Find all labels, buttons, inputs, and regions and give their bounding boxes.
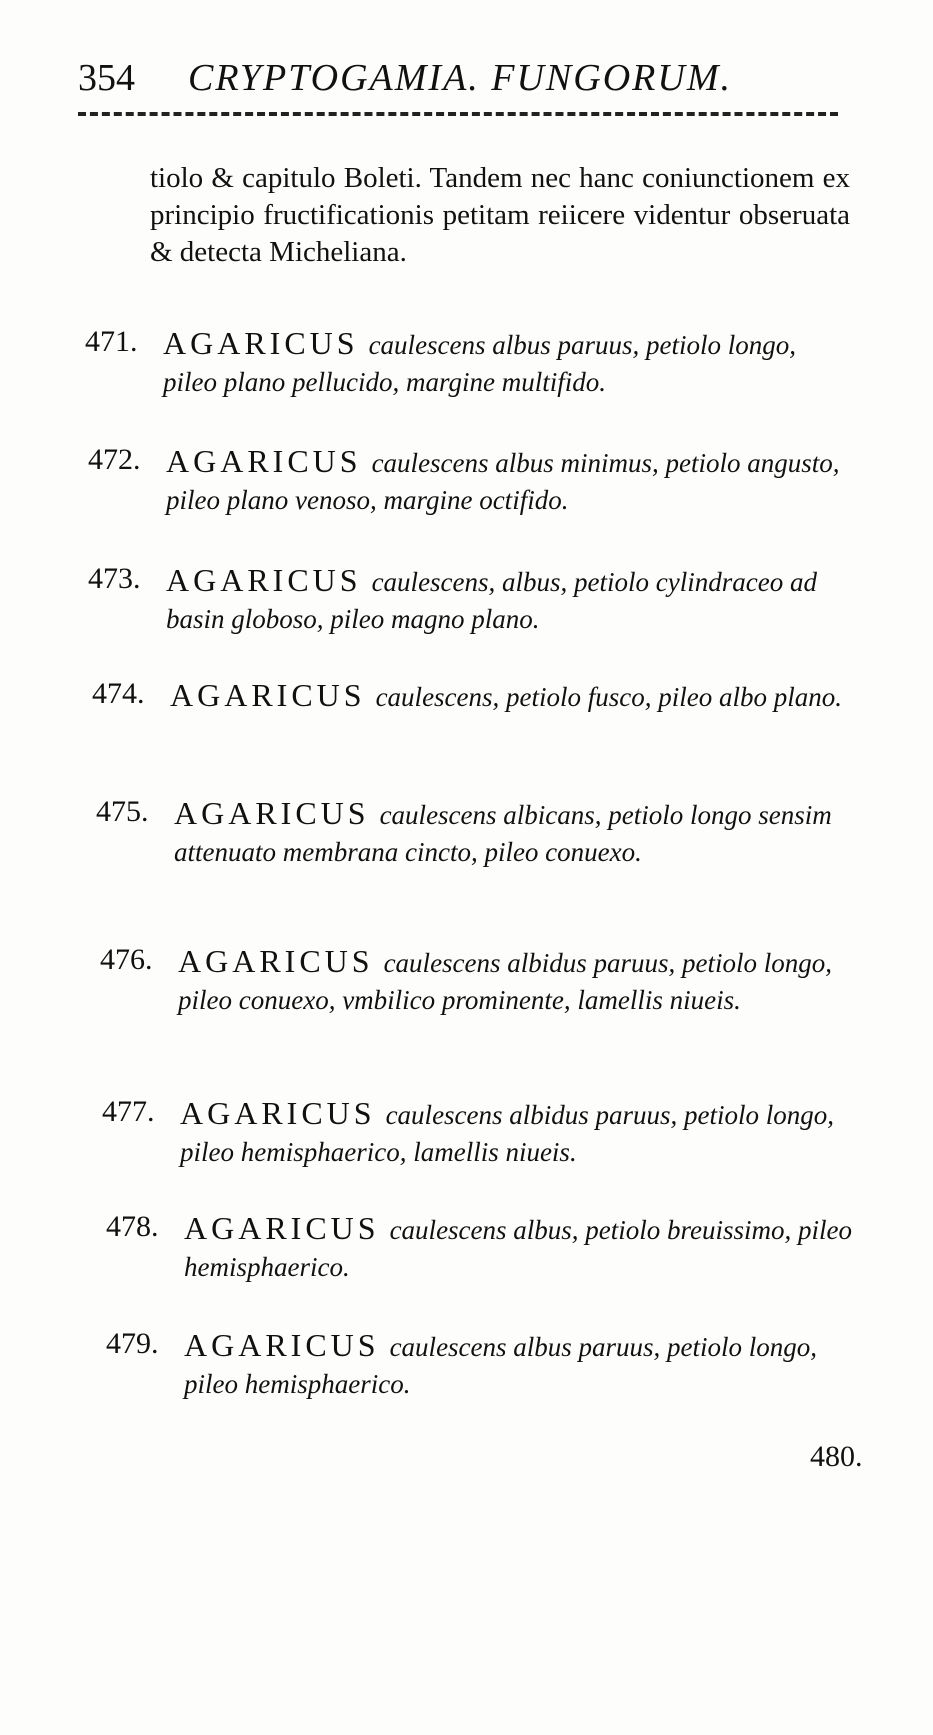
entry-475 bbox=[96, 795, 856, 871]
entry-471 bbox=[85, 325, 845, 401]
entry-description: caulescens, petiolo fusco, pileo albo plano. bbox=[375, 682, 843, 712]
entry-genus: AGARICUS bbox=[174, 795, 370, 831]
header-rule bbox=[78, 112, 838, 116]
entry-genus: AGARICUS bbox=[166, 562, 362, 598]
catchword: 480. bbox=[810, 1440, 863, 1473]
entry-genus: AGARICUS bbox=[184, 1327, 380, 1363]
entry-description: caulescens albidus paruus, petiolo longo, pileo conuexo, vmbilico prominente, lamellis niueis. bbox=[178, 948, 833, 1015]
entry-number: 475. bbox=[96, 795, 149, 828]
entry-number: 479. bbox=[106, 1327, 159, 1360]
continuation-paragraph: tiolo & capitulo Boleti. Tandem nec hanc coniunctionem ex principio fructificationis petitam reiicere videntur obseruata & detecta Micheliana. bbox=[150, 162, 850, 268]
entry-476 bbox=[100, 943, 860, 1019]
entry-number: 478. bbox=[106, 1210, 159, 1243]
entry-number: 471. bbox=[85, 325, 138, 358]
entry-number: 476. bbox=[100, 943, 153, 976]
entry-479 bbox=[106, 1327, 866, 1403]
entry-description: caulescens albus paruus, petiolo longo, pileo hemisphaerico. bbox=[184, 1332, 818, 1399]
running-title: CRYPTOGAMIA. FUNGORUM. bbox=[188, 57, 732, 99]
entry-description: caulescens albus minimus, petiolo angusto, pileo plano venoso, margine octifido. bbox=[166, 448, 840, 515]
entry-description: caulescens albicans, petiolo longo sensim attenuato membrana cincto, pileo conuexo. bbox=[174, 800, 832, 867]
entry-genus: AGARICUS bbox=[178, 943, 374, 979]
page-header bbox=[78, 48, 838, 108]
entry-genus: AGARICUS bbox=[166, 443, 362, 479]
entry-genus: AGARICUS bbox=[184, 1210, 380, 1246]
entry-477 bbox=[102, 1095, 862, 1171]
entry-474 bbox=[92, 677, 852, 716]
entry-description: caulescens, albus, petiolo cylindraceo ad basin globoso, pileo magno plano. bbox=[166, 567, 817, 634]
entry-472 bbox=[88, 443, 848, 519]
entry-478 bbox=[106, 1210, 866, 1286]
entry-473 bbox=[88, 562, 848, 638]
entry-description: caulescens albus paruus, petiolo longo, pileo plano pellucido, margine multifido. bbox=[163, 330, 797, 397]
page-number: 354 bbox=[78, 57, 135, 99]
entry-description: caulescens albidus paruus, petiolo longo, pileo hemisphaerico, lamellis niueis. bbox=[180, 1100, 835, 1167]
entry-number: 472. bbox=[88, 443, 141, 476]
entry-number: 473. bbox=[88, 562, 141, 595]
entry-genus: AGARICUS bbox=[163, 325, 359, 361]
entry-genus: AGARICUS bbox=[170, 677, 366, 713]
entry-genus: AGARICUS bbox=[180, 1095, 376, 1131]
entry-number: 477. bbox=[102, 1095, 155, 1128]
entry-description: caulescens albus, petiolo breuissimo, pileo hemisphaerico. bbox=[184, 1215, 853, 1282]
entry-number: 474. bbox=[92, 677, 145, 710]
